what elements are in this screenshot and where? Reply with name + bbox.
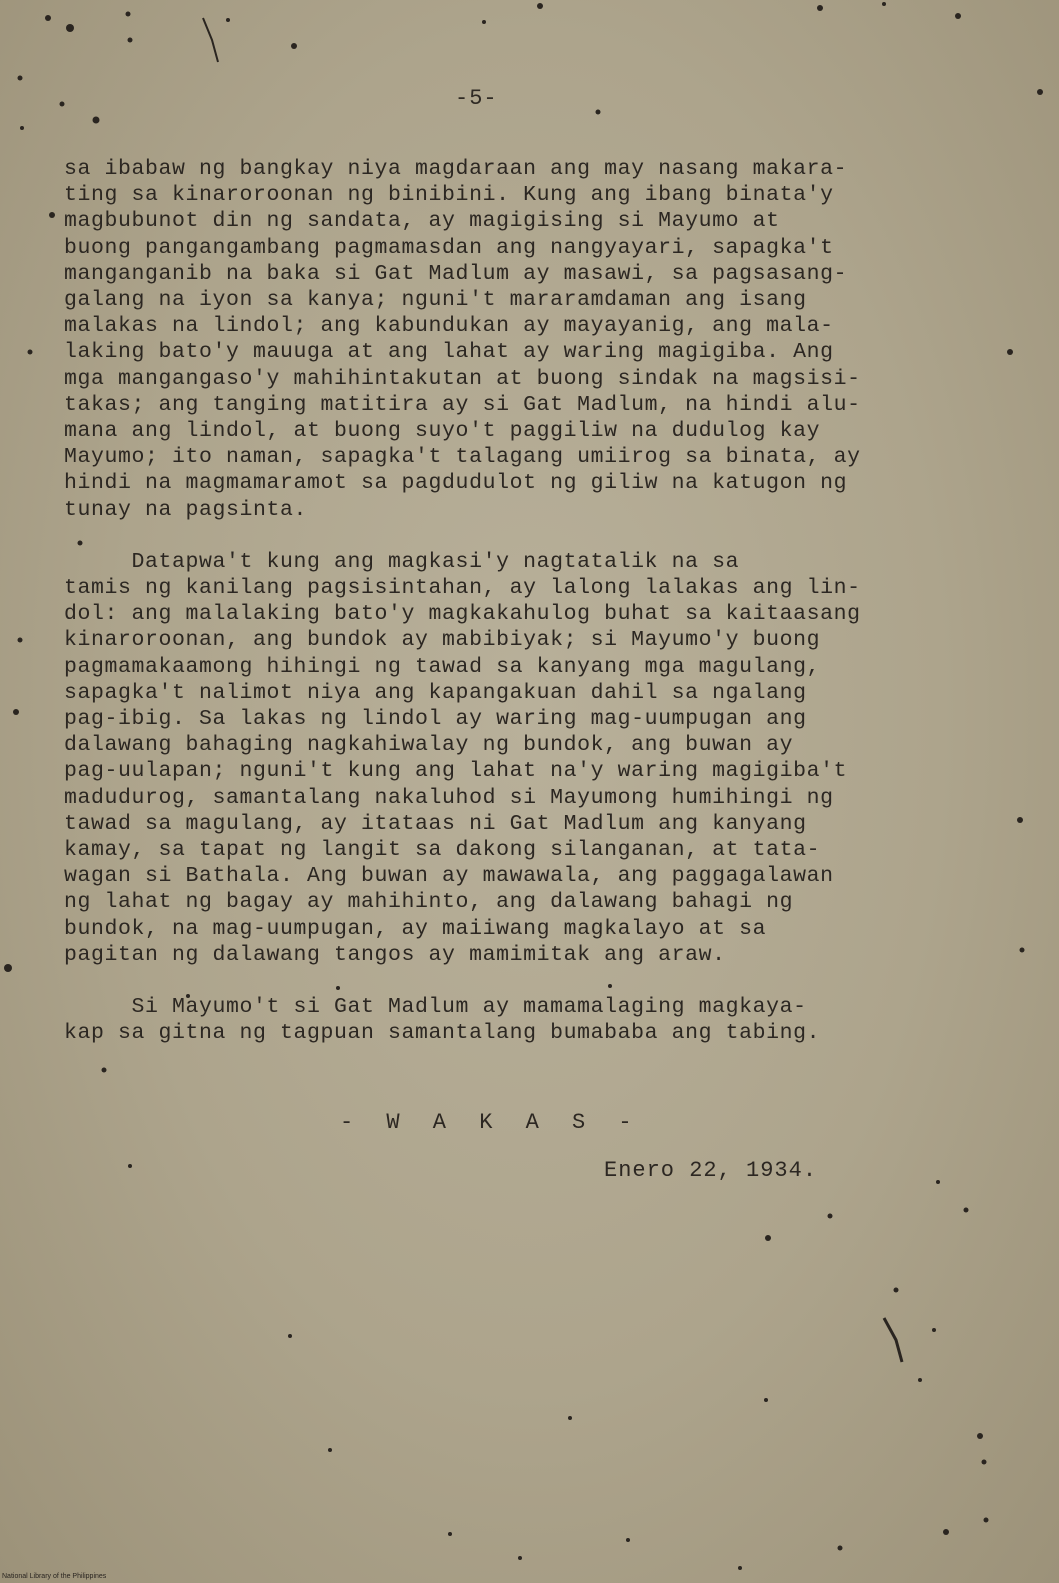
text-line: buong pangangambang pagmamasdan ang nangyayari, sapagka't [64, 235, 834, 260]
text-line: pag-ibig. Sa lakas ng lindol ay waring mag-uumpugan ang [64, 707, 807, 732]
page-number: -5- [455, 86, 498, 111]
paragraph-gap [64, 968, 1024, 994]
text-line: Mayumo; ito naman, sapagka't talagang umiirog sa binata, ay [64, 445, 861, 470]
text-line: malakas na lindol; ang kabundukan ay mayayanig, ang mala- [64, 314, 834, 339]
text-line: laking bato'y mauuga at ang lahat ay waring magigiba. Ang [64, 340, 834, 365]
paragraph [64, 156, 1024, 523]
text-line: tawad sa magulang, ay itataas ni Gat Madlum ang kanyang [64, 811, 807, 836]
text-line: dol: ang malalaking bato'y magkakahulog buhat sa kaitaasang [64, 602, 861, 627]
text-line: mana ang lindol, at buong suyo't paggiliw na dudulog kay [64, 419, 821, 444]
paragraph-gap [64, 523, 1024, 549]
text-line: ting sa kinaroroonan ng binibini. Kung ang ibang binata'y [64, 183, 834, 208]
text-line: tunay na pagsinta. [64, 497, 308, 522]
text-line: pag-uulapan; nguni't kung ang lahat na'y waring magigiba't [64, 759, 848, 784]
text-line: sapagka't nalimot niya ang kapangakuan dahil sa ngalang [64, 680, 807, 705]
text-line: takas; ang tanging matitira ay si Gat Madlum, na hindi alu- [64, 392, 861, 417]
text-line: magbubunot din ng sandata, ay magigising si Mayumo at [64, 209, 780, 234]
text-line: kap sa gitna ng tagpuan samantalang bumababa ang tabing. [64, 1021, 821, 1046]
end-mark: - W A K A S - [340, 1110, 642, 1135]
body-text [64, 156, 1024, 1047]
text-line: galang na iyon sa kanya; nguni't mararamdaman ang isang [64, 288, 807, 313]
text-line: pagitan ng dalawang tangos ay mamimitak ang araw. [64, 942, 726, 967]
text-line: kinaroroonan, ang bundok ay mabibiyak; si Mayumo'y buong [64, 628, 821, 653]
text-line: Si Mayumo't si Gat Madlum ay mamamalaging magkaya- [64, 995, 807, 1020]
text-line: bundok, na mag-uumpugan, ay maiiwang magkalayo at sa [64, 916, 767, 941]
text-line: manganganib na baka si Gat Madlum ay masawi, sa pagsasang- [64, 261, 848, 286]
library-credit: National Library of the Philippines [2, 1573, 107, 1580]
text-line: mga mangangaso'y mahihintakutan at buong sindak na magsisi- [64, 366, 861, 391]
document-date: Enero 22, 1934. [604, 1158, 818, 1183]
text-line: dalawang bahaging nagkahiwalay ng bundok, ang buwan ay [64, 733, 794, 758]
text-line: wagan si Bathala. Ang buwan ay mawawala, ang paggagalawan [64, 864, 834, 889]
text-line: sa ibabaw ng bangkay niya magdaraan ang may nasang makara- [64, 157, 848, 181]
text-line: kamay, sa tapat ng langit sa dakong silanganan, at tata- [64, 838, 821, 863]
paragraph [64, 994, 1024, 1046]
text-line: pagmamakaamong hihingi ng tawad sa kanyang mga magulang, [64, 654, 821, 679]
paragraph [64, 549, 1024, 968]
text-line: ng lahat ng bagay ay mahihinto, ang dalawang bahagi ng [64, 890, 794, 915]
text-line: tamis ng kanilang pagsisintahan, ay lalong lalakas ang lin- [64, 576, 861, 601]
text-line: Datapwa't kung ang magkasi'y nagtatalik na sa [64, 549, 740, 574]
text-line: hindi na magmamaramot sa pagdudulot ng giliw na katugon ng [64, 471, 848, 496]
text-line: madudurog, samantalang nakaluhod si Mayumong humihingi ng [64, 785, 834, 810]
